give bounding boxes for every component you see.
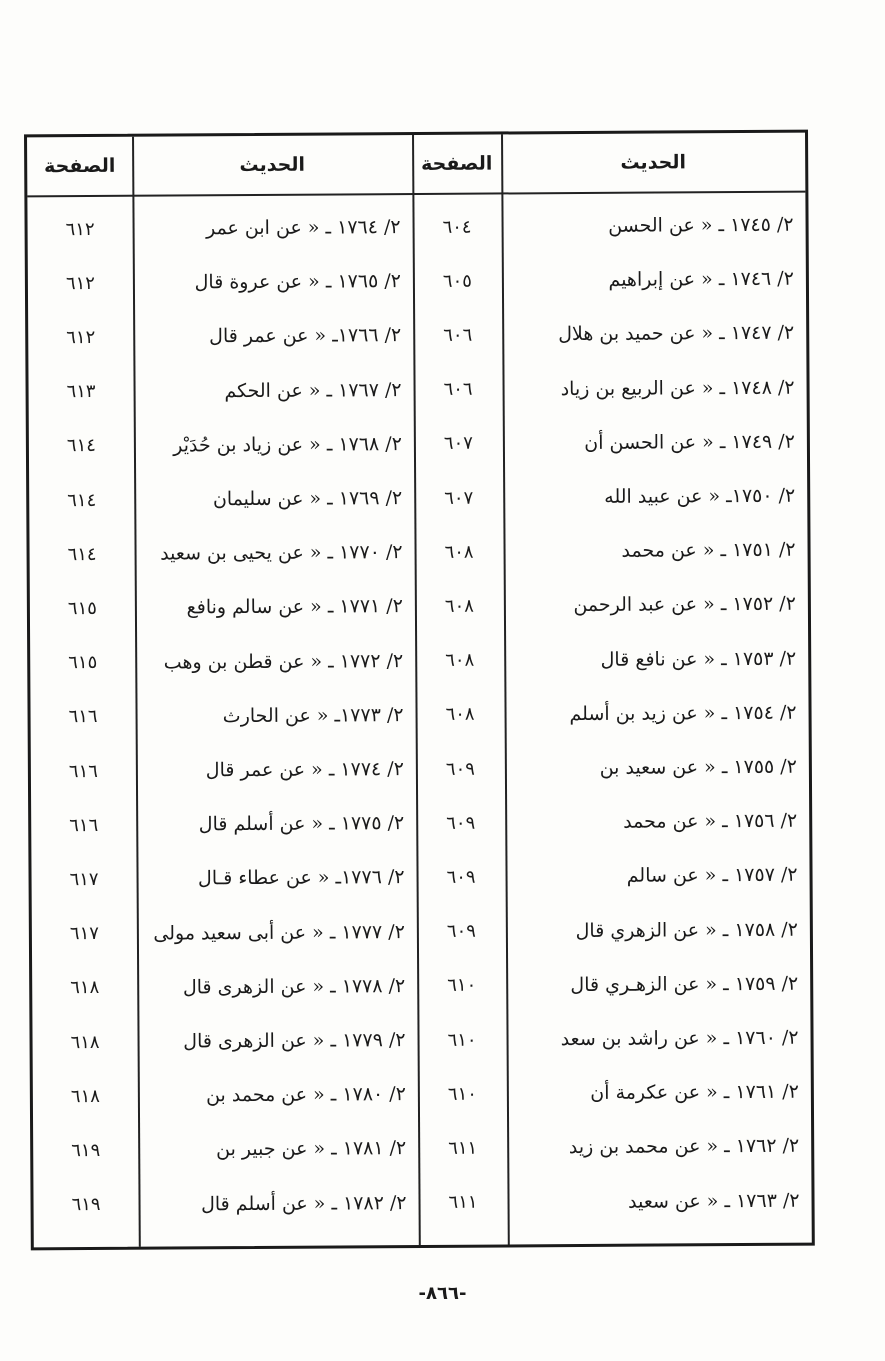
hadith-entry-right: ٢/ ١٧٥٦ ـ « عن محمد	[623, 809, 798, 833]
page-ref-right: ٦٠٩	[446, 866, 476, 888]
page-ref-left: ٦١٩	[71, 1139, 101, 1162]
table-row	[27, 205, 805, 250]
hadith-entry-right: ٢/ ١٧٤٩ ـ « عن الحسن أن	[584, 430, 795, 454]
table-row	[31, 747, 809, 792]
hadith-entry-right: ٢/ ١٧٦٠ ـ « عن راشد بن سعد	[560, 1026, 799, 1051]
hadith-entry-left: ٢/ ١٧٧٣ـ « عن الحارث	[222, 703, 404, 727]
page-ref-left: ٦١٧	[69, 923, 99, 945]
hadith-entry-left: ٢/ ١٧٦٧ ـ « عن الحكم	[224, 378, 402, 402]
table-row	[32, 963, 810, 1008]
hadith-entry-left: ٢/ ١٧٧٥ ـ « عن أسلم قال	[198, 812, 405, 836]
hadith-entry-right: ٢/ ١٧٦٣ ـ « عن سعيد	[628, 1189, 800, 1213]
page-ref-right: ٦٠٧	[444, 487, 474, 509]
hadith-entry-right: ٢/ ١٧٤٥ ـ « عن الحسن	[608, 213, 794, 237]
page-ref-right: ٦٠٩	[446, 920, 476, 942]
table-row	[33, 1180, 811, 1225]
hadith-entry-left: ٢/ ١٧٦٤ ـ « عن ابن عمر	[205, 216, 401, 240]
header-divider	[27, 191, 805, 198]
page-ref-right: ٦٠٨	[445, 703, 475, 726]
hadith-entry-left: ٢/ ١٧٧٢ ـ « عن قطن بن وهب	[163, 649, 404, 674]
header-page-right: الصفحة	[421, 152, 493, 175]
hadith-entry-right: ٢/ ١٧٥٣ ـ « عن نافع قال	[600, 647, 797, 671]
table-row	[30, 638, 808, 683]
table-row	[29, 421, 807, 466]
header-hadith-left: الحديث	[239, 153, 306, 177]
hadith-entry-right: ٢/ ١٧٥٨ ـ « عن الزهري قال	[575, 918, 798, 942]
hadith-entry-left: ٢/ ١٧٧٩ ـ « عن الزهرى قال	[183, 1029, 406, 1053]
table-row	[28, 259, 806, 304]
hadith-entry-left: ٢/ ١٧٨٢ ـ « عن أسلم قال	[200, 1191, 407, 1215]
hadith-entry-right: ٢/ ١٧٥٩ ـ « عن الزهـري قال	[570, 972, 799, 996]
table-row	[30, 584, 808, 629]
table-row	[32, 1018, 810, 1063]
page-ref-right: ٦٠٨	[444, 595, 474, 617]
page-ref-right: ٦٠٧	[443, 432, 473, 455]
header-page-left: الصفحة	[44, 154, 116, 178]
page-ref-left: ٦١٧	[69, 868, 99, 891]
table-row	[31, 801, 809, 846]
hadith-entry-right: ٢/ ١٧٦٢ ـ « عن محمد بن زيد	[568, 1135, 800, 1159]
page-ref-left: ٦١٥	[67, 597, 97, 620]
page-ref-right: ٦٠٩	[445, 758, 475, 780]
page-ref-right: ٦٠٨	[444, 541, 474, 563]
table-row	[28, 367, 806, 412]
table-row	[28, 313, 806, 358]
page-ref-left: ٦١٤	[66, 435, 96, 457]
table-row	[32, 909, 810, 954]
page-ref-left: ٦١٢	[65, 218, 95, 240]
table-row	[30, 692, 808, 737]
hadith-entry-left: ٢/ ١٧٧٨ ـ « عن الزهرى قال	[182, 974, 406, 999]
page-ref-right: ٦٠٥	[442, 270, 472, 292]
page-ref-left: ٦١٢	[66, 326, 96, 349]
table-row	[33, 1126, 811, 1171]
page-ref-right: ٦٠٦	[443, 324, 473, 346]
table-row	[29, 530, 807, 575]
page-ref-left: ٦١٦	[68, 760, 98, 782]
page-ref-right: ٦١٠	[447, 1083, 477, 1105]
page-ref-right: ٦١٠	[447, 974, 477, 997]
page-ref-right: ٦٠٦	[443, 378, 473, 400]
page-number: -٨٦٦-	[418, 1283, 467, 1304]
page-ref-right: ٦٠٩	[446, 812, 476, 834]
hadith-entry-left: ٢/ ١٧٧٦ـ « عن عطاء قـال	[197, 866, 405, 890]
page-ref-left: ٦١٨	[70, 1031, 100, 1053]
hadith-entry-left: ٢/ ١٧٧٠ ـ « عن يحيى بن سعيد	[160, 541, 403, 565]
hadith-entry-left: ٢/ ١٧٧٤ ـ « عن عمر قال	[205, 758, 404, 782]
hadith-entry-left: ٢/ ١٧٦٨ ـ « عن زياد بن حُدَيْر	[173, 432, 402, 457]
hadith-entry-right: ٢/ ١٧٥٧ ـ « عن سالم	[626, 864, 798, 888]
hadith-entry-right: ٢/ ١٧٦١ ـ « عن عكرمة أن	[590, 1080, 799, 1105]
hadith-entry-right: ٢/ ١٧٥٢ ـ « عن عبد الرحمن	[573, 593, 796, 617]
page-ref-right: ٦١١	[448, 1191, 478, 1213]
hadith-entry-left: ٢/ ١٧٧١ ـ « عن سالم ونافع	[186, 595, 403, 619]
page-ref-left: ٦١٣	[66, 381, 96, 403]
page-ref-left: ٦١٨	[70, 1085, 100, 1107]
page-ref-left: ٦١٤	[67, 489, 97, 511]
hadith-entry-left: ٢/ ١٧٦٥ ـ « عن عروة قال	[194, 270, 401, 294]
hadith-entry-left: ٢/ ١٧٦٦ـ « عن عمر قال	[209, 324, 402, 348]
hadith-entry-left: ٢/ ١٧٦٩ ـ « عن سليمان	[212, 487, 403, 511]
table-row	[29, 476, 807, 521]
page-ref-left: ٦١٢	[65, 272, 95, 294]
page-ref-right: ٦١١	[448, 1137, 478, 1159]
table-row	[33, 1072, 811, 1117]
page-ref-left: ٦١٩	[71, 1194, 101, 1216]
hadith-entry-right: ٢/ ١٧٥٥ ـ « عن سعيد بن	[599, 755, 797, 779]
hadith-entry-right: ٢/ ١٧٤٨ ـ « عن الربيع بن زياد	[560, 376, 795, 400]
page-ref-left: ٦١٦	[69, 814, 99, 836]
page-ref-right: ٦٠٤	[442, 216, 472, 238]
hadith-entry-right: ٢/ ١٧٥١ ـ « عن محمد	[621, 538, 796, 562]
table-body	[27, 205, 805, 1216]
hadith-entry-left: ٢/ ١٧٨١ ـ « عن جبير بن	[216, 1137, 407, 1161]
header-hadith-right: الحديث	[620, 151, 687, 174]
hadith-entry-left: ٢/ ١٧٧٧ ـ « عن أبى سعيد مولى	[153, 920, 405, 945]
hadith-entry-right: ٢/ ١٧٤٧ ـ « عن حميد بن هلال	[558, 322, 795, 346]
page-ref-right: ٦١٠	[447, 1029, 477, 1051]
table-row	[31, 855, 809, 900]
page-ref-left: ٦١٨	[70, 977, 100, 999]
hadith-entry-left: ٢/ ١٧٨٠ ـ « عن محمد بن	[205, 1083, 406, 1107]
page-ref-left: ٦١٤	[67, 543, 97, 565]
index-table	[24, 130, 815, 1251]
hadith-entry-right: ٢/ ١٧٥٠ـ « عن عبيد الله	[604, 484, 796, 508]
page-ref-left: ٦١٦	[68, 706, 98, 728]
hadith-entry-right: ٢/ ١٧٥٤ ـ « عن زيد بن أسلم	[569, 701, 797, 725]
hadith-entry-right: ٢/ ١٧٤٦ ـ « عن إبراهيم	[608, 267, 794, 292]
page-ref-right: ٦٠٨	[445, 649, 475, 671]
page-ref-left: ٦١٥	[68, 652, 98, 674]
